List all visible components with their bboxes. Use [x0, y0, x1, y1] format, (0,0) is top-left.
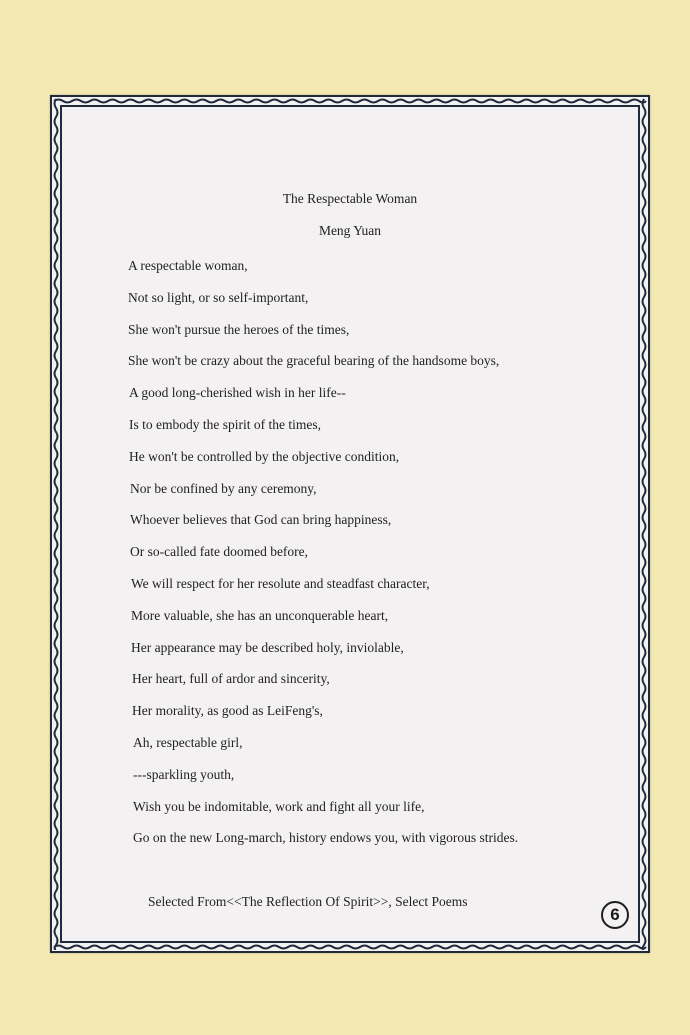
- poem-line: Not so light, or so self-important,: [128, 289, 309, 305]
- page-number-badge: 6: [601, 901, 629, 929]
- poem-line: A respectable woman,: [128, 258, 248, 273]
- poem-line: Ah, respectable girl,: [133, 734, 243, 750]
- poem-page: [50, 95, 650, 953]
- poem-line: Her morality, as good as LeiFeng's,: [132, 703, 323, 719]
- poem-line: She won't be crazy about the graceful bearing of the handsome boys,: [128, 353, 500, 369]
- poem-lines: [128, 255, 628, 859]
- poem-line: ---sparkling youth,: [133, 766, 235, 782]
- poem-line: He won't be controlled by the objective condition,: [129, 448, 400, 464]
- poem-line: More valuable, she has an unconquerable heart,: [131, 607, 389, 623]
- poem-line: Or so-called fate doomed before,: [130, 544, 309, 560]
- poem-content: [50, 95, 650, 953]
- poem-line: Is to embody the spirit of the times,: [129, 416, 321, 432]
- poem-line: A good long-cherished wish in her life--: [129, 385, 346, 401]
- poem-author: Meng Yuan: [318, 223, 382, 238]
- poem-line: We will respect for her resolute and steadfast character,: [131, 575, 430, 591]
- poem-title: The Respectable Woman: [282, 191, 418, 206]
- poem-line: Whoever believes that God can bring happiness,: [130, 512, 392, 528]
- poem-line: Wish you be indomitable, work and fight all your life,: [133, 798, 425, 814]
- poem-line: Nor be confined by any ceremony,: [130, 480, 317, 496]
- poem-line: Go on the new Long-march, history endows you, with vigorous strides.: [133, 830, 519, 846]
- poem-line: Her appearance may be described holy, inviolable,: [131, 639, 404, 655]
- source-citation: Selected From<<The Reflection Of Spirit>>, Select Poems: [148, 894, 468, 909]
- poem-line: Her heart, full of ardor and sincerity,: [132, 671, 330, 687]
- poem-line: She won't pursue the heroes of the times,: [128, 321, 350, 337]
